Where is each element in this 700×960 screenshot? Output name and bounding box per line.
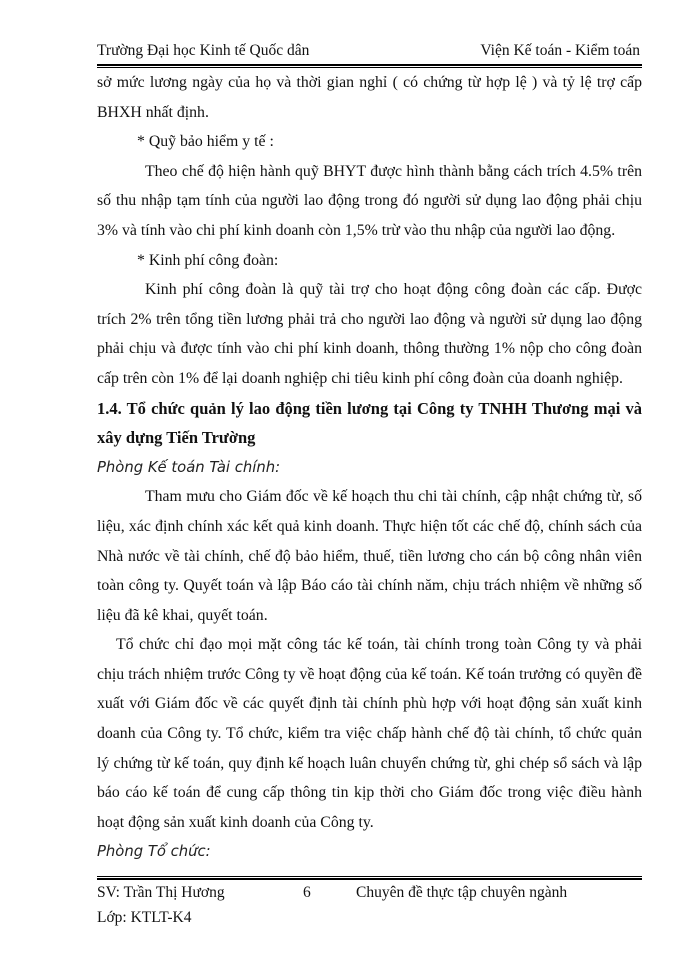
page-number: 6 xyxy=(303,884,311,901)
subheading-accounting-dept: Phòng Kế toán Tài chính: xyxy=(97,458,281,476)
bullet-union-fee: * Kinh phí công đoàn: xyxy=(137,251,279,269)
footer-class: Lớp: KTLT-K4 xyxy=(97,909,192,926)
paragraph-accounting-dept: Tham mưu cho Giám đốc về kế hoạch thu chi tài chính, cập nhật chứng từ, số liệu, xác định chính xác kết quả kinh doanh. Thực hiện tốt các chế độ, chính sách của Nhà nước về tài chính, chế độ bảo hiểm, thuế, tiền lương cho cán bộ công nhân viên toàn công ty. Quyết toán và lập Báo cáo tài chính năm, chịu trách nhiệm về những số liệu đã kê khai, quyết toán. xyxy=(97,488,642,624)
paragraph-chief-accountant: Tổ chức chỉ đạo mọi mặt công tác kế toán, tài chính trong toàn Công ty và phải chịu trách nhiệm trước Công ty về hoạt động của kế toán. Kế toán trưởng có quyền đề xuất với Giám đốc về các quyết định tài chính phù hợp với hoạt động sản xuất kinh doanh của Công ty. Tổ chức, kiểm tra việc chấp hành chế độ tài chính, tổ chức quản lý chứng từ kế toán, quy định kế hoạch luân chuyển chứng từ, ghi chép sổ sách và lập báo cáo kế toán để cung cấp thông tin kịp thời cho Giám đốc trong việc điều hành hoạt động sản xuất kinh doanh của Công ty. xyxy=(97,636,642,831)
footer-rule xyxy=(97,876,642,880)
page-header xyxy=(97,38,640,60)
section-heading: 1.4. Tổ chức quản lý lao động tiền lương tại Công ty TNHH Thương mại và xây dựng Tiến Trường xyxy=(97,398,642,448)
subheading-organization-dept: Phòng Tổ chức: xyxy=(97,843,211,861)
page-footer xyxy=(97,882,642,932)
paragraph-union-fee: Kinh phí công đoàn là quỹ tài trợ cho hoạt động công đoàn các cấp. Được trích 2% trên tổng tiền lương phải trả cho người lao động và người sử dụng lao động phải chịu và được tính vào chi phí kinh doanh, thông thường 1% nộp cho công đoàn cấp trên còn 1% để lại doanh nghiệp chi tiêu kinh phí công đoàn của doanh nghiệp. xyxy=(97,281,642,387)
paragraph-bhxh-continuation: sở mức lương ngày của họ và thời gian nghỉ ( có chứng từ hợp lệ ) và tỷ lệ trợ cấp BHXH nhất định. xyxy=(97,74,642,121)
bullet-health-insurance: * Quỹ bảo hiểm y tế : xyxy=(137,133,274,151)
header-institute: Viện Kế toán - Kiểm toán xyxy=(480,42,640,59)
paragraph-bhyt: Theo chế độ hiện hành quỹ BHYT được hình thành bằng cách trích 4.5% trên số thu nhập tạm tính của người lao động trong đó người sử dụng lao động phải chịu 3% và tính vào chi phí kinh doanh còn 1,5% trừ vào thu nhập của người lao động. xyxy=(97,162,642,239)
footer-student: SV: Trần Thị Hương xyxy=(97,884,225,901)
footer-document-title: Chuyên đề thực tập chuyên ngành xyxy=(356,884,568,901)
page-body xyxy=(97,68,642,867)
header-university: Trường Đại học Kinh tế Quốc dân xyxy=(97,42,310,59)
